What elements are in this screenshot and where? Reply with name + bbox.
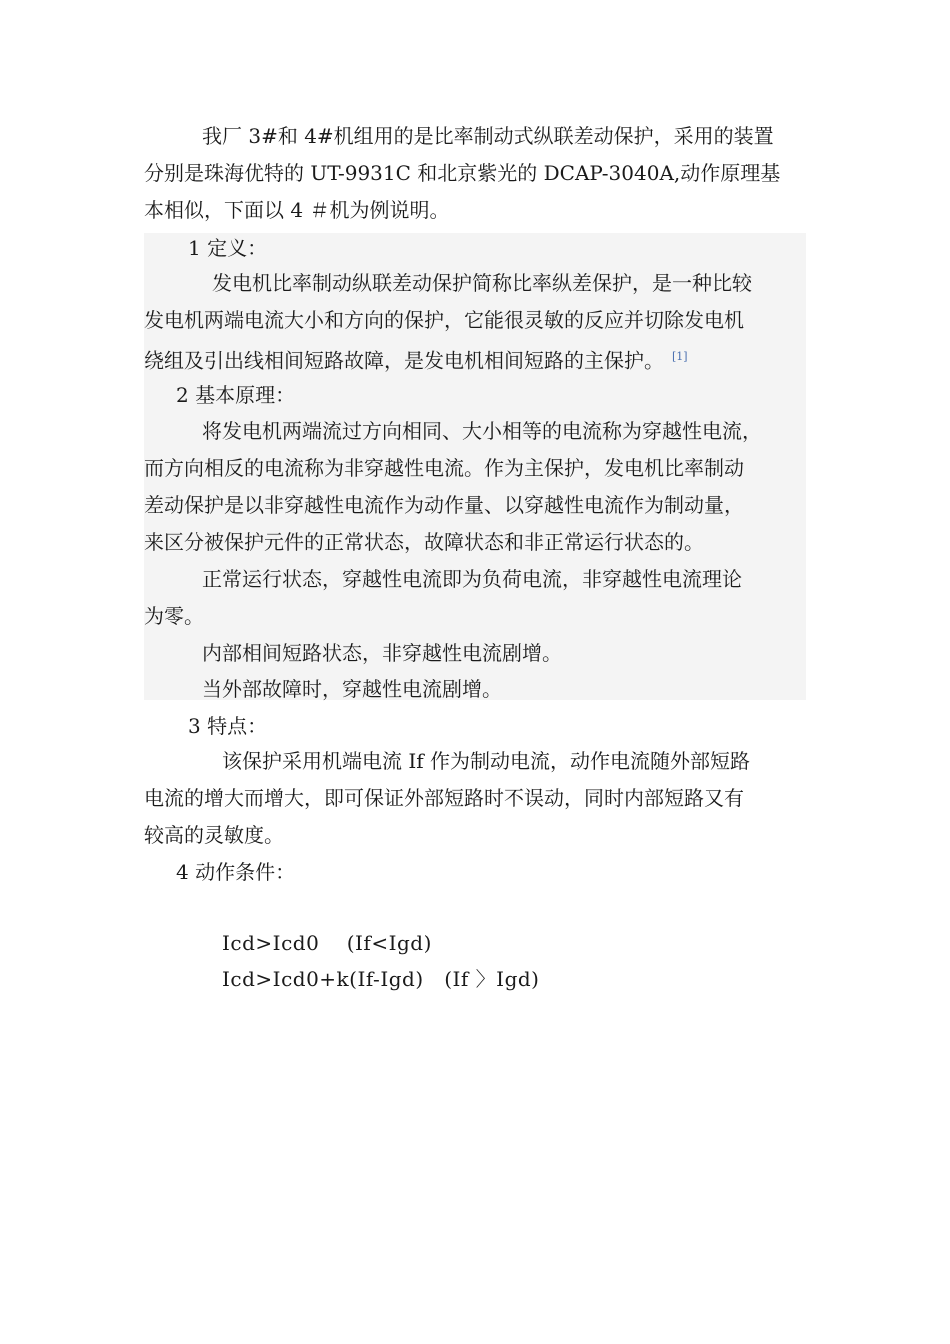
section-2-line-2: 而方向相反的电流称为非穿越性电流。作为主保护，发电机比率制动 <box>144 456 744 480</box>
intro-line-3: 本相似，下面以 4 ＃机为例说明。 <box>144 198 450 222</box>
section-1-line-2: 发电机两端电流大小和方向的保护，它能很灵敏的反应并切除发电机 <box>144 308 744 332</box>
section-2-external: 当外部故障时，穿越性电流剧增。 <box>202 677 502 701</box>
formula-2: Icd>Icd0+k(If-Igd) (If 〉Igd) <box>222 967 540 991</box>
section-2-heading: 2 基本原理： <box>176 383 296 407</box>
section-2-internal: 内部相间短路状态，非穿越性电流剧增。 <box>202 641 562 665</box>
section-1-heading: 1 定义： <box>188 236 268 260</box>
section-2-normal-line-2: 为零。 <box>144 604 204 628</box>
section-3-line-1: 该保护采用机端电流 If 作为制动电流，动作电流随外部短路 <box>222 749 751 773</box>
section-3-line-2: 电流的增大而增大，即可保证外部短路时不误动，同时内部短路又有 <box>144 786 744 810</box>
section-2-normal-line-1: 正常运行状态，穿越性电流即为负荷电流，非穿越性电流理论 <box>202 567 742 591</box>
reference-link[interactable]: [1] <box>672 350 688 363</box>
section-3-line-3: 较高的灵敏度。 <box>144 823 284 847</box>
formula-1: Icd>Icd0 (If<Igd) <box>222 931 432 955</box>
section-1-line-3-text: 绕组及引出线相间短路故障，是发电机相间短路的主保护。 <box>144 348 664 373</box>
section-2-line-1: 将发电机两端流过方向相同、大小相等的电流称为穿越性电流， <box>202 419 762 443</box>
intro-line-1: 我厂 3#和 4#机组用的是比率制动式纵联差动保护，采用的装置 <box>202 124 774 148</box>
section-1-line-3 <box>144 342 688 372</box>
section-3-heading: 3 特点： <box>188 714 268 738</box>
intro-line-2: 分别是珠海优特的 UT-9931C 和北京紫光的 DCAP-3040A,动作原理基 <box>144 161 781 185</box>
section-2-line-4: 来区分被保护元件的正常状态，故障状态和非正常运行状态的。 <box>144 530 704 554</box>
section-1-line-1: 发电机比率制动纵联差动保护简称比率纵差保护，是一种比较 <box>212 271 752 295</box>
section-4-heading: 4 动作条件： <box>176 860 296 884</box>
section-2-line-3: 差动保护是以非穿越性电流作为动作量、以穿越性电流作为制动量， <box>144 493 744 517</box>
